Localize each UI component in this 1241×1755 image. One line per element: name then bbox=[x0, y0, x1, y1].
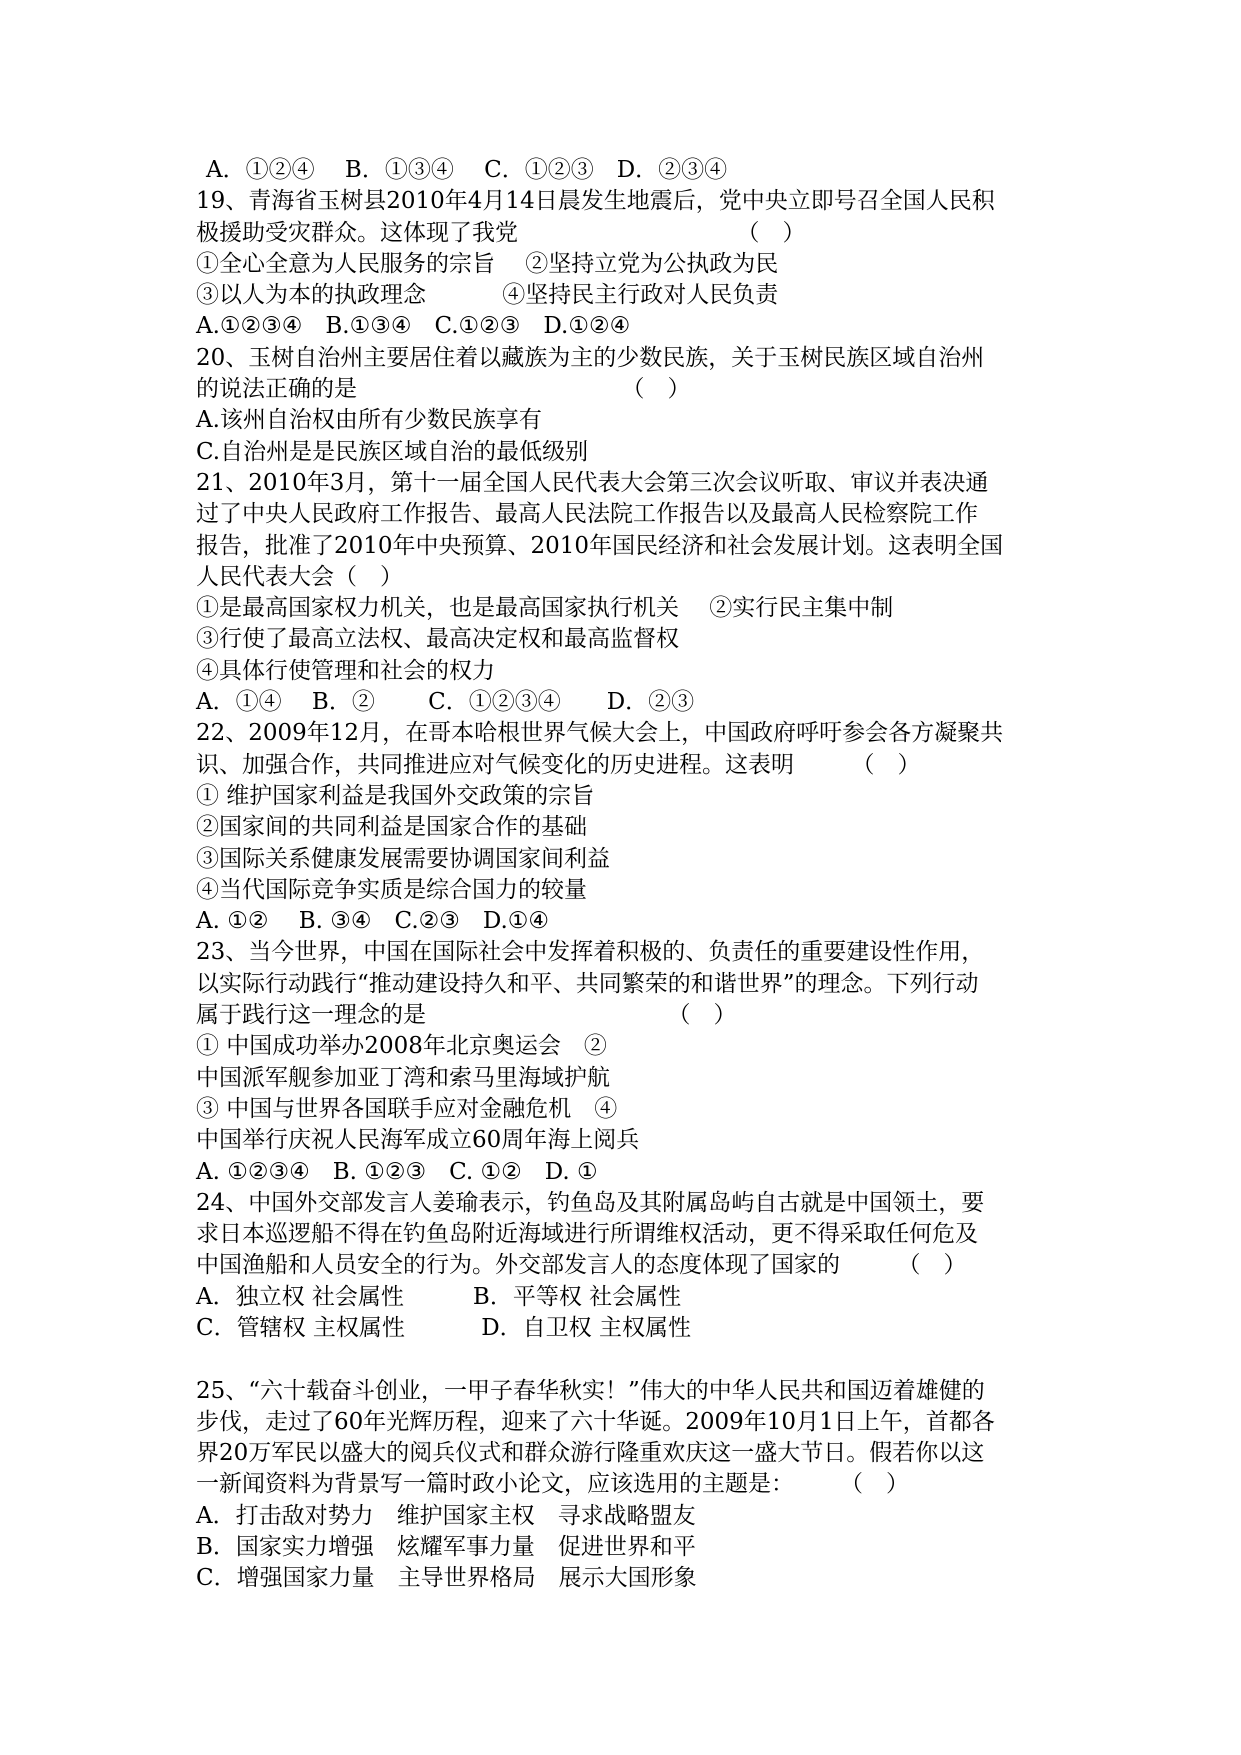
q21-options: A．①④ B．② C．①②③④ D．②③ bbox=[196, 689, 695, 716]
q23-stem-line2: 以实际行动践行“推动建设持久和平、共同繁荣的和谐世界”的理念。下列行动 bbox=[196, 970, 979, 997]
q23-statement-3: ③ 中国与世界各国联手应对金融危机 ④ bbox=[196, 1095, 618, 1122]
q21-stem-line1: 21、2010年3月，第十一届全国人民代表大会第三次会议听取、审议并表决通 bbox=[196, 469, 989, 496]
q25-stem-line1: 25、“六十载奋斗创业，一甲子春华秋实！”伟大的中华人民共和国迈着雄健的 bbox=[196, 1377, 985, 1404]
q23-stem-line1: 23、当今世界，中国在国际社会中发挥着积极的、负责任的重要建设性作用， bbox=[196, 939, 985, 966]
q22-options: A. ①② B. ③④ C.②③ D.①④ bbox=[196, 908, 550, 935]
q19-stem-line2: 极援助受灾群众。这体现了我党 （ ） bbox=[196, 219, 806, 246]
q22-statement-1: ① 维护国家利益是我国外交政策的宗旨 bbox=[196, 782, 595, 809]
q25-stem-line2: 步伐，走过了60年光辉历程，迎来了六十华诞。2009年10月1日上午，首都各 bbox=[196, 1408, 995, 1435]
q23-stem-line3: 属于践行这一理念的是 （ ） bbox=[196, 1002, 737, 1029]
q21-statement-4: ④具体行使管理和社会的权力 bbox=[196, 657, 495, 684]
q23-statement-2: 中国派军舰参加亚丁湾和索马里海域护航 bbox=[196, 1064, 610, 1091]
q24-options-c-d: C．管辖权 主权属性 D．自卫权 主权属性 bbox=[196, 1314, 691, 1341]
document-page bbox=[196, 155, 1076, 1595]
q20-stem-line1: 20、玉树自治州主要居住着以藏族为主的少数民族，关于玉树民族区域自治州 bbox=[196, 344, 985, 371]
q23-options: A. ①②③④ B. ①②③ C. ①② D. ① bbox=[196, 1158, 598, 1185]
q25-option-c: C．增强国家力量 主导世界格局 展示大国形象 bbox=[196, 1565, 697, 1592]
q22-statement-3: ③国际关系健康发展需要协调国家间利益 bbox=[196, 845, 610, 872]
q25-option-a: A．打击敌对势力 维护国家主权 寻求战略盟友 bbox=[196, 1502, 696, 1529]
q21-statement-3: ③行使了最高立法权、最高决定权和最高监督权 bbox=[196, 626, 679, 653]
q18-options: A．①②④ B．①③④ C．①②③ D．②③④ bbox=[206, 157, 728, 183]
q22-statement-4: ④当代国际竞争实质是综合国力的较量 bbox=[196, 876, 587, 903]
q20-option-a: A.该州自治权由所有少数民族享有 bbox=[196, 407, 542, 434]
q23-statement-4: 中国举行庆祝人民海军成立60周年海上阅兵 bbox=[196, 1127, 640, 1154]
q19-statements-1-2: ①全心全意为人民服务的宗旨 ②坚持立党为公执政为民 bbox=[196, 250, 779, 277]
q24-stem-line2: 求日本巡逻船不得在钓鱼岛附近海域进行所谓维权活动，更不得采取任何危及 bbox=[196, 1221, 978, 1248]
q22-stem-line1: 22、2009年12月，在哥本哈根世界气候大会上，中国政府呼吁参会各方凝聚共 bbox=[196, 720, 1004, 747]
q19-stem-line1: 19、青海省玉树县2010年4月14日晨发生地震后，党中央立即号召全国人民积 bbox=[196, 188, 995, 215]
q22-statement-2: ②国家间的共同利益是国家合作的基础 bbox=[196, 814, 587, 841]
q21-statements-1-2: ①是最高国家权力机关，也是最高国家执行机关 ②实行民主集中制 bbox=[196, 595, 894, 622]
blank-line bbox=[196, 1344, 1076, 1375]
q24-options-a-b: A．独立权 社会属性 B．平等权 社会属性 bbox=[196, 1283, 682, 1310]
q25-stem-line4: 一新闻资料为背景写一篇时政小论文，应该选用的主题是： （ ） bbox=[196, 1471, 909, 1498]
q22-stem-line2: 识、加强合作，共同推进应对气候变化的历史进程。这表明 （ ） bbox=[196, 751, 921, 778]
q21-stem-line2: 过了中央人民政府工作报告、最高人民法院工作报告以及最高人民检察院工作 bbox=[196, 501, 978, 528]
q23-statement-1: ① 中国成功举办2008年北京奥运会 ② bbox=[196, 1033, 607, 1060]
q20-option-c: C.自治州是是民族区域自治的最低级别 bbox=[196, 438, 589, 465]
q19-options: A.①②③④ B.①③④ C.①②③ D.①②④ bbox=[196, 313, 631, 340]
q21-stem-line3: 报告，批准了2010年中央预算、2010年国民经济和社会发展计划。这表明全国 bbox=[196, 532, 1004, 559]
q25-stem-line3: 界20万军民以盛大的阅兵仪式和群众游行隆重欢庆这一盛大节日。假若你以这 bbox=[196, 1440, 985, 1467]
q21-stem-line4: 人民代表大会（ ） bbox=[196, 563, 403, 590]
q24-stem-line1: 24、中国外交部发言人姜瑜表示，钓鱼岛及其附属岛屿自古就是中国领土，要 bbox=[196, 1189, 985, 1216]
q19-statements-3-4: ③以人为本的执政理念 ④坚持民主行政对人民负责 bbox=[196, 282, 779, 309]
q24-stem-line3: 中国渔船和人员安全的行为。外交部发言人的态度体现了国家的 （ ） bbox=[196, 1252, 967, 1279]
q25-option-b: B．国家实力增强 炫耀军事力量 促进世界和平 bbox=[196, 1534, 696, 1561]
q20-stem-line2: 的说法正确的是 （ ） bbox=[196, 376, 691, 403]
